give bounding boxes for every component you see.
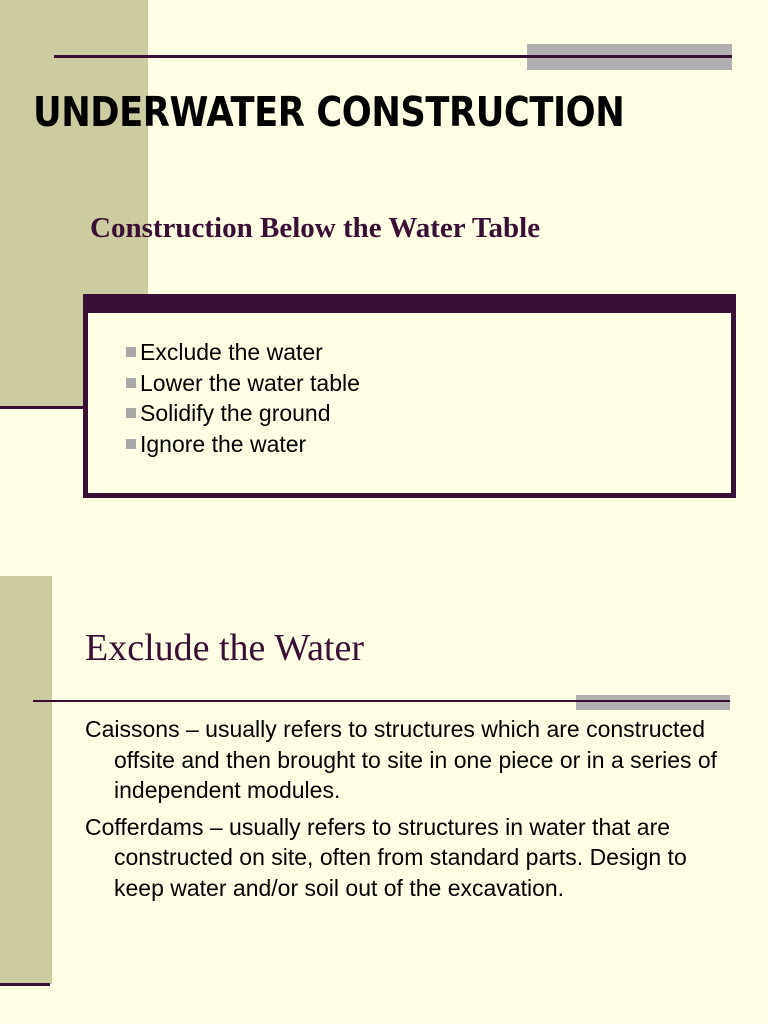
bullet-item: Ignore the water: [126, 429, 360, 460]
top-gray-bar-lower: [527, 58, 732, 70]
slide-body: [85, 714, 725, 909]
bullet-box-inner: [88, 313, 731, 493]
top-gray-bar: [527, 44, 732, 55]
paragraph-caissons: Caissons – usually refers to structures which are constructed offsite and then brought to site in one piece or in a series of independent modules.: [85, 716, 718, 803]
left-accent-line: [0, 983, 50, 986]
square-bullet-icon: [126, 378, 136, 388]
bullet-item: Solidify the ground: [126, 398, 360, 429]
slide-2: [0, 540, 768, 1024]
title-gray-bar-lower: [576, 702, 730, 710]
slide-subtitle: Construction Below the Water Table: [90, 212, 541, 244]
square-bullet-icon: [126, 347, 136, 357]
bullet-item: Lower the water table: [126, 368, 360, 399]
square-bullet-icon: [126, 408, 136, 418]
bullet-list: [126, 337, 360, 459]
title-gray-bar: [576, 695, 730, 700]
square-bullet-icon: [126, 439, 136, 449]
slide-title: Exclude the Water: [85, 627, 365, 669]
left-accent-line: [0, 406, 85, 409]
bullet-box: [83, 294, 736, 498]
paragraph-cofferdams: Cofferdams – usually refers to structures in water that are constructed on site, often from standard parts. Design to keep water and/or soil out of the excavation.: [85, 813, 687, 901]
bullet-item: Exclude the water: [126, 337, 360, 368]
slide-title: UNDERWATER CONSTRUCTION: [33, 88, 625, 136]
olive-sidebar: [0, 576, 52, 984]
